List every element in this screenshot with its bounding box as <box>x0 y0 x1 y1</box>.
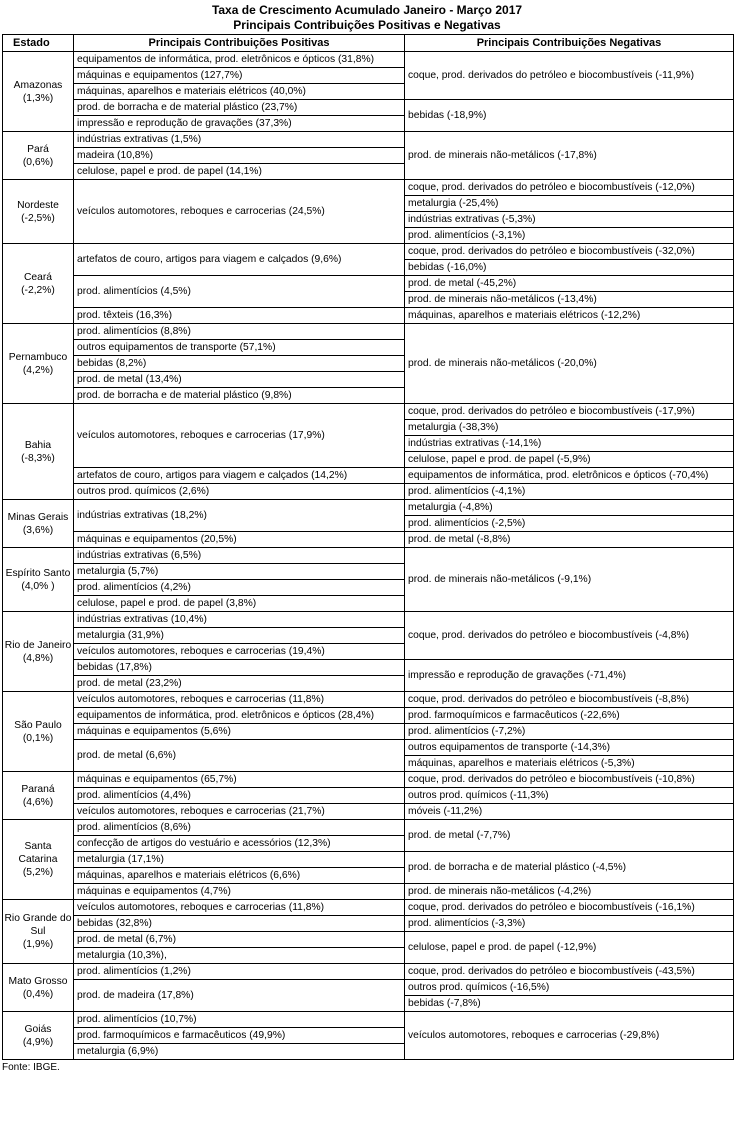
state-rate: (5,2%) <box>22 867 54 878</box>
state-rate: (0,1%) <box>22 732 54 744</box>
table-row <box>3 788 734 804</box>
positive-contribution: máquinas e equipamentos (5,6%) <box>74 724 405 740</box>
table-row <box>3 500 734 516</box>
positive-contribution: veículos automotores, reboques e carrocerias (19,4%) <box>74 644 405 660</box>
positive-contribution: indústrias extrativas (6,5%) <box>74 548 405 564</box>
state-cell <box>3 692 74 772</box>
positive-contribution: bebidas (32,8%) <box>74 916 405 932</box>
state-name: São Paulo <box>14 719 62 731</box>
source-note: Fonte: IBGE. <box>2 1062 60 1073</box>
positive-contribution: outros equipamentos de transporte (57,1%) <box>74 340 405 356</box>
negative-contribution: bebidas (-16,0%) <box>405 260 734 276</box>
state-cell <box>3 772 74 820</box>
state-rate: (1,9%) <box>22 939 54 950</box>
table-row <box>3 660 734 676</box>
positive-contribution: prod. alimentícios (4,5%) <box>74 276 405 308</box>
state-rate: (4,9%) <box>22 1036 54 1048</box>
negative-contribution: prod. alimentícios (-4,1%) <box>405 484 734 500</box>
table-row <box>3 52 734 68</box>
state-cell <box>3 548 74 612</box>
contributions-table <box>2 34 734 1060</box>
table-row <box>3 132 734 148</box>
negative-contribution: metalurgia (-4,8%) <box>405 500 734 516</box>
state-rate: (-8,3%) <box>21 452 55 464</box>
state-rate: (-2,2%) <box>21 284 55 296</box>
table-body <box>3 52 734 1060</box>
negative-contribution: prod. de minerais não-metálicos (-17,8%) <box>405 132 734 180</box>
state-rate: (-2,5%) <box>21 212 55 224</box>
table-row <box>3 308 734 324</box>
positive-contribution: celulose, papel e prod. de papel (14,1%) <box>74 164 405 180</box>
table-row <box>3 852 734 868</box>
state-cell <box>3 900 74 964</box>
positive-contribution: metalurgia (6,9%) <box>74 1044 405 1060</box>
state-rate: (0,6%) <box>22 156 54 168</box>
state-name: Nordeste <box>17 199 59 211</box>
negative-contribution: coque, prod. derivados do petróleo e biocombustíveis (-10,8%) <box>405 772 734 788</box>
table-row <box>3 100 734 116</box>
positive-contribution: celulose, papel e prod. de papel (3,8%) <box>74 596 405 612</box>
positive-contribution: prod. alimentícios (8,8%) <box>74 324 405 340</box>
negative-contribution: veículos automotores, reboques e carrocerias (-29,8%) <box>405 1012 734 1060</box>
state-rate: (1,3%) <box>22 92 54 104</box>
table-row <box>3 884 734 900</box>
table-row <box>3 468 734 484</box>
negative-contribution: prod. de metal (-45,2%) <box>405 276 734 292</box>
positive-contribution: máquinas, aparelhos e materiais elétricos (6,6%) <box>74 868 405 884</box>
positive-contribution: prod. farmoquímicos e farmacêuticos (49,9%) <box>74 1028 405 1044</box>
positive-contribution: indústrias extrativas (10,4%) <box>74 612 405 628</box>
positive-contribution: indústrias extrativas (1,5%) <box>74 132 405 148</box>
table-row <box>3 740 734 756</box>
positive-contribution: prod. de borracha e de material plástico (23,7%) <box>74 100 405 116</box>
negative-contribution: bebidas (-7,8%) <box>405 996 734 1012</box>
table-row <box>3 180 734 196</box>
negative-contribution: prod. de minerais não-metálicos (-9,1%) <box>405 548 734 612</box>
negative-contribution: móveis (-11,2%) <box>405 804 734 820</box>
negative-contribution: máquinas, aparelhos e materiais elétricos (-5,3%) <box>405 756 734 772</box>
header-row <box>3 35 734 52</box>
positive-contribution: bebidas (8,2%) <box>74 356 405 372</box>
positive-contribution: prod. de metal (23,2%) <box>74 676 405 692</box>
positive-contribution: confecção de artigos do vestuário e acessórios (12,3%) <box>74 836 405 852</box>
state-name: Bahia <box>24 439 52 451</box>
state-cell <box>3 52 74 132</box>
positive-contribution: artefatos de couro, artigos para viagem e calçados (14,2%) <box>74 468 405 484</box>
positive-contribution: impressão e reprodução de gravações (37,3%) <box>74 116 405 132</box>
positive-contribution: veículos automotores, reboques e carrocerias (11,8%) <box>74 900 405 916</box>
negative-contribution: coque, prod. derivados do petróleo e biocombustíveis (-11,9%) <box>405 52 734 100</box>
state-cell <box>3 244 74 324</box>
negative-contribution: celulose, papel e prod. de papel (-5,9%) <box>405 452 734 468</box>
positive-contribution: equipamentos de informática, prod. eletrônicos e ópticos (28,4%) <box>74 708 405 724</box>
state-name: Goiás <box>24 1023 52 1035</box>
table-row <box>3 324 734 340</box>
negative-contribution: bebidas (-18,9%) <box>405 100 734 132</box>
table-row <box>3 612 734 628</box>
positive-contribution: prod. de borracha e de material plástico (9,8%) <box>74 388 405 404</box>
state-rate: (4,6%) <box>22 796 54 808</box>
positive-contribution: máquinas e equipamentos (65,7%) <box>74 772 405 788</box>
negative-contribution: coque, prod. derivados do petróleo e biocombustíveis (-32,0%) <box>405 244 734 260</box>
negative-contribution: prod. de borracha e de material plástico (-4,5%) <box>405 852 734 884</box>
positive-contribution: indústrias extrativas (18,2%) <box>74 500 405 532</box>
state-name: Pernambuco <box>8 351 68 363</box>
state-name: Rio Grande do Sul <box>4 913 72 937</box>
negative-contribution: prod. alimentícios (-7,2%) <box>405 724 734 740</box>
state-rate: (4,0% ) <box>21 580 55 592</box>
positive-contribution: veículos automotores, reboques e carrocerias (11,8%) <box>74 692 405 708</box>
positive-contribution: máquinas e equipamentos (4,7%) <box>74 884 405 900</box>
negative-contribution: prod. alimentícios (-2,5%) <box>405 516 734 532</box>
table-row <box>3 404 734 420</box>
negative-contribution: coque, prod. derivados do petróleo e biocombustíveis (-12,0%) <box>405 180 734 196</box>
table-row <box>3 932 734 948</box>
positive-contribution: prod. de metal (6,7%) <box>74 932 405 948</box>
negative-contribution: prod. alimentícios (-3,1%) <box>405 228 734 244</box>
state-name: Pará <box>27 143 49 155</box>
title: Taxa de Crescimento Acumulado Janeiro - Março 2017 <box>211 3 523 17</box>
positive-contribution: prod. têxteis (16,3%) <box>74 308 405 324</box>
positive-contribution: metalurgia (31,9%) <box>74 628 405 644</box>
state-name: Ceará <box>23 271 53 283</box>
header-positivas: Principais Contribuições Positivas <box>74 35 405 52</box>
positive-contribution: metalurgia (17,1%) <box>74 852 405 868</box>
positive-contribution: madeira (10,8%) <box>74 148 405 164</box>
state-cell <box>3 180 74 244</box>
subtitle: Principais Contribuições Positivas e Negativas <box>233 18 501 32</box>
table-row <box>3 276 734 292</box>
negative-contribution: metalurgia (-25,4%) <box>405 196 734 212</box>
positive-contribution: outros prod. químicos (2,6%) <box>74 484 405 500</box>
table-row <box>3 484 734 500</box>
table-row <box>3 1012 734 1028</box>
state-rate: (0,4%) <box>22 988 54 1000</box>
state-name: Minas Gerais <box>7 511 69 523</box>
negative-contribution: prod. de metal (-8,8%) <box>405 532 734 548</box>
positive-contribution: equipamentos de informática, prod. eletrônicos e ópticos (31,8%) <box>74 52 405 68</box>
positive-contribution: prod. de madeira (17,8%) <box>74 980 405 1012</box>
positive-contribution: bebidas (17,8%) <box>74 660 405 676</box>
positive-contribution: metalurgia (10,3%), <box>74 948 405 964</box>
state-cell <box>3 964 74 1012</box>
positive-contribution: prod. alimentícios (4,2%) <box>74 580 405 596</box>
header-estado: Estado <box>3 35 74 52</box>
positive-contribution: veículos automotores, reboques e carrocerias (24,5%) <box>74 180 405 244</box>
table-row <box>3 964 734 980</box>
table-row <box>3 820 734 836</box>
positive-contribution: prod. alimentícios (4,4%) <box>74 788 405 804</box>
state-cell <box>3 612 74 692</box>
state-cell <box>3 404 74 500</box>
table-row <box>3 980 734 996</box>
state-name: Rio de Janeiro <box>4 639 72 651</box>
state-name: Amazonas <box>13 79 63 91</box>
negative-contribution: outros equipamentos de transporte (-14,3%) <box>405 740 734 756</box>
negative-contribution: coque, prod. derivados do petróleo e biocombustíveis (-4,8%) <box>405 612 734 660</box>
negative-contribution: equipamentos de informática, prod. eletrônicos e ópticos (-70,4%) <box>405 468 734 484</box>
negative-contribution: indústrias extrativas (-5,3%) <box>405 212 734 228</box>
table-row <box>3 708 734 724</box>
negative-contribution: outros prod. químicos (-16,5%) <box>405 980 734 996</box>
negative-contribution: coque, prod. derivados do petróleo e biocombustíveis (-43,5%) <box>405 964 734 980</box>
positive-contribution: máquinas e equipamentos (20,5%) <box>74 532 405 548</box>
negative-contribution: impressão e reprodução de gravações (-71,4%) <box>405 660 734 692</box>
negative-contribution: coque, prod. derivados do petróleo e biocombustíveis (-8,8%) <box>405 692 734 708</box>
table-row <box>3 244 734 260</box>
report-title <box>0 0 734 33</box>
positive-contribution: prod. de metal (6,6%) <box>74 740 405 772</box>
positive-contribution: metalurgia (5,7%) <box>74 564 405 580</box>
table-row <box>3 916 734 932</box>
negative-contribution: prod. de minerais não-metálicos (-4,2%) <box>405 884 734 900</box>
state-cell <box>3 1012 74 1060</box>
negative-contribution: prod. de minerais não-metálicos (-13,4%) <box>405 292 734 308</box>
state-cell <box>3 500 74 548</box>
positive-contribution: prod. alimentícios (10,7%) <box>74 1012 405 1028</box>
state-cell <box>3 132 74 180</box>
table-row <box>3 548 734 564</box>
negative-contribution: celulose, papel e prod. de papel (-12,9%) <box>405 932 734 964</box>
positive-contribution: veículos automotores, reboques e carrocerias (17,9%) <box>74 404 405 468</box>
table-row <box>3 724 734 740</box>
table-row <box>3 900 734 916</box>
positive-contribution: veículos automotores, reboques e carrocerias (21,7%) <box>74 804 405 820</box>
state-name: Mato Grosso <box>8 975 68 987</box>
negative-contribution: coque, prod. derivados do petróleo e biocombustíveis (-17,9%) <box>405 404 734 420</box>
negative-contribution: coque, prod. derivados do petróleo e biocombustíveis (-16,1%) <box>405 900 734 916</box>
positive-contribution: prod. de metal (13,4%) <box>74 372 405 388</box>
negative-contribution: metalurgia (-38,3%) <box>405 420 734 436</box>
state-cell <box>3 324 74 404</box>
state-name: Santa Catarina <box>18 841 58 865</box>
header-negativas: Principais Contribuições Negativas <box>405 35 734 52</box>
state-name: Espírito Santo <box>5 567 71 579</box>
negative-contribution: outros prod. químicos (-11,3%) <box>405 788 734 804</box>
state-rate: (3,6%) <box>22 524 54 536</box>
negative-contribution: prod. de minerais não-metálicos (-20,0%) <box>405 324 734 404</box>
negative-contribution: indústrias extrativas (-14,1%) <box>405 436 734 452</box>
positive-contribution: máquinas, aparelhos e materiais elétricos (40,0%) <box>74 84 405 100</box>
state-cell <box>3 820 74 900</box>
table-row <box>3 772 734 788</box>
table-row <box>3 532 734 548</box>
state-name: Paraná <box>21 783 55 795</box>
positive-contribution: artefatos de couro, artigos para viagem e calçados (9,6%) <box>74 244 405 276</box>
table-row <box>3 804 734 820</box>
negative-contribution: prod. farmoquímicos e farmacêuticos (-22,6%) <box>405 708 734 724</box>
negative-contribution: máquinas, aparelhos e materiais elétricos (-12,2%) <box>405 308 734 324</box>
positive-contribution: prod. alimentícios (1,2%) <box>74 964 405 980</box>
positive-contribution: máquinas e equipamentos (127,7%) <box>74 68 405 84</box>
state-rate: (4,2%) <box>22 364 54 376</box>
negative-contribution: prod. de metal (-7,7%) <box>405 820 734 852</box>
positive-contribution: prod. alimentícios (8,6%) <box>74 820 405 836</box>
state-rate: (4,8%) <box>22 652 54 664</box>
negative-contribution: prod. alimentícios (-3,3%) <box>405 916 734 932</box>
table-row <box>3 692 734 708</box>
